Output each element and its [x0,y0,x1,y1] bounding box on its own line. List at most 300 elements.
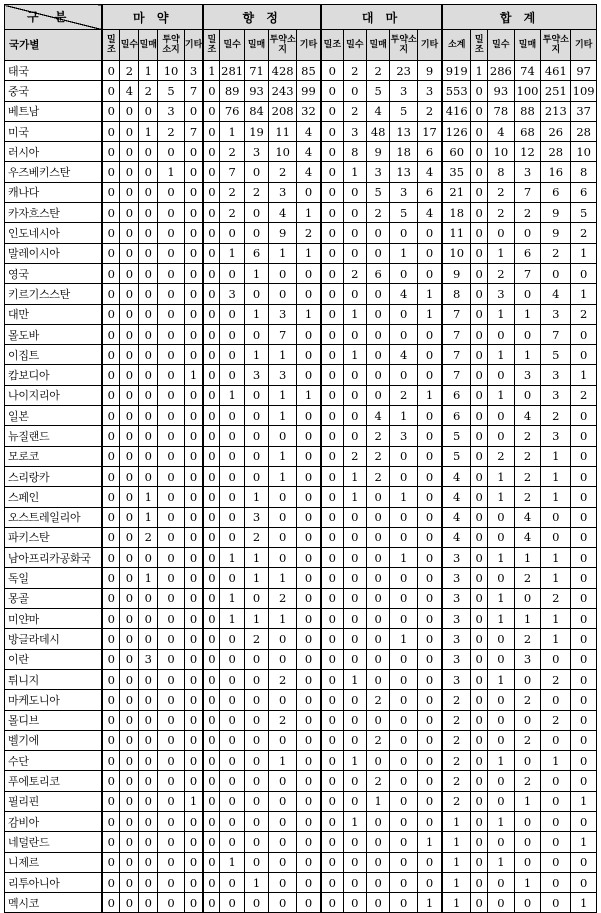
value-cell: 1 [418,385,442,405]
value-cell: 0 [343,223,366,243]
value-cell: 0 [120,751,139,771]
value-cell: 208 [269,101,297,121]
group-header-psychotropics: 향 정 [203,5,321,30]
value-cell: 0 [203,263,220,283]
value-cell: 0 [203,446,220,466]
value-cell: 2 [367,690,390,710]
value-cell: 1 [220,243,244,263]
value-cell: 0 [102,406,120,426]
value-cell: 8 [343,142,366,162]
value-cell: 0 [102,466,120,486]
value-cell: 0 [139,142,158,162]
corner-label: 구 분 [27,10,73,24]
value-cell: 0 [120,284,139,304]
value-cell: 0 [220,730,244,750]
value-cell: 1 [488,243,515,263]
value-cell: 1 [244,548,268,568]
value-cell: 0 [203,142,220,162]
value-cell: 0 [418,324,442,344]
value-cell: 3 [269,304,297,324]
value-cell: 7 [269,324,297,344]
value-cell: 0 [244,730,268,750]
value-cell: 2 [269,669,297,689]
value-cell: 0 [541,832,571,852]
value-cell: 0 [139,324,158,344]
value-cell: 7 [442,304,471,324]
value-cell: 3 [488,284,515,304]
value-cell: 0 [158,446,185,466]
value-cell: 0 [120,263,139,283]
drug-offense-by-country-table [4,4,597,913]
value-cell: 0 [158,548,185,568]
value-cell: 2 [514,466,541,486]
value-cell: 0 [488,690,515,710]
value-cell: 2 [571,385,597,405]
subheader: 밀조 [203,30,220,61]
value-cell: 0 [418,852,442,872]
value-cell: 0 [418,751,442,771]
subheader: 밀조 [321,30,343,61]
value-cell: 0 [297,730,321,750]
value-cell: 0 [102,609,120,629]
value-cell: 0 [102,81,120,101]
value-cell: 0 [184,324,203,344]
value-cell: 0 [471,751,488,771]
country-cell: 스페인 [5,487,103,507]
value-cell: 0 [321,365,343,385]
value-cell: 0 [139,791,158,811]
value-cell: 0 [321,203,343,223]
value-cell: 0 [418,507,442,527]
value-cell: 416 [442,101,471,121]
value-cell: 0 [343,690,366,710]
value-cell: 0 [184,872,203,892]
value-cell: 0 [488,710,515,730]
value-cell: 0 [269,649,297,669]
value-cell: 1 [244,568,268,588]
value-cell: 0 [158,142,185,162]
value-cell: 0 [203,710,220,730]
value-cell: 0 [343,426,366,446]
table-row [5,487,597,507]
value-cell: 0 [321,61,343,81]
value-cell: 0 [244,771,268,791]
value-cell: 0 [120,162,139,182]
value-cell: 0 [488,893,515,913]
value-cell: 1 [488,669,515,689]
value-cell: 0 [158,304,185,324]
value-cell: 0 [488,223,515,243]
value-cell: 0 [390,710,418,730]
table-row [5,446,597,466]
value-cell: 0 [321,81,343,101]
value-cell: 1 [390,548,418,568]
value-cell: 85 [297,61,321,81]
value-cell: 0 [139,385,158,405]
value-cell: 9 [442,263,471,283]
value-cell: 0 [120,406,139,426]
value-cell: 0 [390,730,418,750]
value-cell: 0 [471,710,488,730]
value-cell: 0 [471,263,488,283]
value-cell: 0 [203,507,220,527]
value-cell: 0 [471,548,488,568]
value-cell: 3 [514,162,541,182]
table-row [5,406,597,426]
value-cell: 0 [514,893,541,913]
value-cell: 1 [244,487,268,507]
value-cell: 0 [541,263,571,283]
value-cell: 1 [541,751,571,771]
value-cell: 93 [488,81,515,101]
value-cell: 3 [541,426,571,446]
value-cell: 0 [571,527,597,547]
value-cell: 0 [571,730,597,750]
value-cell: 281 [220,61,244,81]
value-cell: 2 [514,730,541,750]
country-cell: 필리핀 [5,791,103,811]
value-cell: 0 [321,548,343,568]
value-cell: 0 [139,284,158,304]
value-cell: 0 [297,811,321,831]
value-cell: 0 [184,893,203,913]
value-cell: 2 [514,568,541,588]
value-cell: 0 [102,548,120,568]
value-cell: 243 [269,81,297,101]
value-cell: 0 [471,791,488,811]
table-row [5,426,597,446]
table-body [5,61,597,913]
value-cell: 2 [442,771,471,791]
value-cell: 0 [269,527,297,547]
value-cell: 0 [120,101,139,121]
value-cell: 2 [244,182,268,202]
value-cell: 0 [488,365,515,385]
value-cell: 0 [367,588,390,608]
value-cell: 0 [321,182,343,202]
value-cell: 1 [571,284,597,304]
value-cell: 0 [367,872,390,892]
value-cell: 0 [321,568,343,588]
value-cell: 0 [390,568,418,588]
value-cell: 0 [102,690,120,710]
value-cell: 1 [514,791,541,811]
value-cell: 9 [269,223,297,243]
table-row [5,203,597,223]
table-row [5,263,597,283]
value-cell: 0 [158,243,185,263]
value-cell: 0 [471,690,488,710]
value-cell: 0 [571,507,597,527]
value-cell: 0 [139,365,158,385]
value-cell: 0 [102,588,120,608]
value-cell: 1 [184,365,203,385]
value-cell: 0 [571,263,597,283]
country-cell: 몽골 [5,588,103,608]
value-cell: 0 [471,487,488,507]
group-header-total: 합 계 [442,5,596,30]
value-cell: 0 [514,669,541,689]
value-cell: 1 [514,548,541,568]
value-cell: 7 [514,182,541,202]
value-cell: 0 [244,324,268,344]
table-row [5,669,597,689]
value-cell: 0 [120,527,139,547]
table-row [5,609,597,629]
value-cell: 2 [269,162,297,182]
value-cell: 3 [442,629,471,649]
value-cell: 1 [488,304,515,324]
value-cell: 0 [158,203,185,223]
country-cell: 마케도니아 [5,690,103,710]
value-cell: 0 [184,487,203,507]
value-cell: 1 [297,385,321,405]
value-cell: 0 [390,771,418,791]
value-cell: 0 [120,324,139,344]
value-cell: 3 [514,649,541,669]
value-cell: 0 [102,121,120,141]
table-row [5,771,597,791]
value-cell: 0 [139,771,158,791]
value-cell: 13 [390,162,418,182]
country-cell: 인도네시아 [5,223,103,243]
value-cell: 2 [418,101,442,121]
value-cell: 0 [158,669,185,689]
value-cell: 0 [471,872,488,892]
value-cell: 0 [471,142,488,162]
table-row [5,649,597,669]
country-cell: 미얀마 [5,609,103,629]
value-cell: 0 [321,588,343,608]
value-cell: 1 [184,791,203,811]
value-cell: 0 [158,507,185,527]
value-cell: 0 [488,324,515,344]
value-cell: 1 [269,406,297,426]
value-cell: 1 [343,811,366,831]
value-cell: 2 [390,385,418,405]
value-cell: 0 [244,669,268,689]
value-cell: 3 [442,548,471,568]
value-cell: 4 [367,101,390,121]
value-cell: 0 [244,811,268,831]
value-cell: 1 [471,61,488,81]
value-cell: 0 [203,304,220,324]
value-cell: 0 [269,263,297,283]
value-cell: 0 [321,527,343,547]
value-cell: 1 [244,345,268,365]
value-cell: 2 [488,446,515,466]
value-cell: 0 [321,893,343,913]
value-cell: 0 [343,893,366,913]
value-cell: 0 [418,649,442,669]
value-cell: 0 [343,588,366,608]
table-row [5,223,597,243]
value-cell: 0 [120,203,139,223]
value-cell: 0 [102,872,120,892]
value-cell: 0 [120,629,139,649]
table-row [5,832,597,852]
country-cell: 캐나다 [5,182,103,202]
value-cell: 0 [120,426,139,446]
value-cell: 0 [390,609,418,629]
value-cell: 7 [184,81,203,101]
value-cell: 0 [203,243,220,263]
value-cell: 0 [220,832,244,852]
value-cell: 3 [418,81,442,101]
value-cell: 0 [471,121,488,141]
value-cell: 0 [244,791,268,811]
value-cell: 0 [571,629,597,649]
table-row [5,304,597,324]
value-cell: 2 [343,446,366,466]
value-cell: 0 [367,365,390,385]
value-cell: 0 [321,669,343,689]
country-cell: 리투아니아 [5,872,103,892]
value-cell: 0 [102,182,120,202]
value-cell: 0 [120,872,139,892]
value-cell: 0 [488,730,515,750]
value-cell: 1 [418,284,442,304]
value-cell: 0 [220,406,244,426]
value-cell: 8 [488,162,515,182]
value-cell: 2 [488,182,515,202]
value-cell: 0 [541,649,571,669]
value-cell: 0 [102,203,120,223]
value-cell: 71 [244,61,268,81]
table-row [5,121,597,141]
value-cell: 3 [158,101,185,121]
value-cell: 1 [220,609,244,629]
value-cell: 0 [184,507,203,527]
value-cell: 0 [321,852,343,872]
value-cell: 0 [120,609,139,629]
value-cell: 4 [418,162,442,182]
table-row [5,284,597,304]
value-cell: 3 [244,365,268,385]
value-cell: 3 [442,568,471,588]
value-cell: 0 [343,710,366,730]
value-cell: 0 [184,710,203,730]
value-cell: 1 [139,487,158,507]
value-cell: 0 [571,751,597,771]
value-cell: 0 [488,649,515,669]
subheader: 밀수 [488,30,515,61]
value-cell: 3 [343,121,366,141]
value-cell: 553 [442,81,471,101]
value-cell: 3 [390,426,418,446]
value-cell: 0 [471,609,488,629]
value-cell: 0 [297,771,321,791]
value-cell: 0 [297,324,321,344]
value-cell: 0 [321,771,343,791]
value-cell: 0 [184,243,203,263]
value-cell: 0 [139,852,158,872]
value-cell: 0 [158,223,185,243]
value-cell: 0 [102,649,120,669]
value-cell: 2 [541,243,571,263]
value-cell: 1 [541,548,571,568]
value-cell: 0 [390,649,418,669]
value-cell: 0 [120,710,139,730]
value-cell: 2 [514,203,541,223]
value-cell: 2 [571,223,597,243]
value-cell: 0 [269,426,297,446]
value-cell: 48 [367,121,390,141]
value-cell: 0 [269,629,297,649]
value-cell: 0 [102,527,120,547]
value-cell: 0 [297,568,321,588]
value-cell: 0 [203,771,220,791]
value-cell: 6 [244,243,268,263]
value-cell: 0 [269,771,297,791]
value-cell: 1 [488,811,515,831]
value-cell: 76 [220,101,244,121]
value-cell: 0 [158,791,185,811]
value-cell: 0 [367,487,390,507]
value-cell: 2 [269,588,297,608]
value-cell: 4 [297,162,321,182]
value-cell: 1 [220,852,244,872]
value-cell: 5 [390,203,418,223]
value-cell: 78 [488,101,515,121]
value-cell: 3 [442,609,471,629]
value-cell: 0 [418,811,442,831]
value-cell: 0 [321,142,343,162]
value-cell: 6 [541,182,571,202]
value-cell: 10 [488,142,515,162]
value-cell: 0 [139,872,158,892]
value-cell: 0 [367,751,390,771]
value-cell: 0 [571,710,597,730]
country-cell: 멕시코 [5,893,103,913]
value-cell: 0 [343,872,366,892]
value-cell: 0 [269,730,297,750]
value-cell: 0 [184,751,203,771]
value-cell: 2 [220,182,244,202]
value-cell: 0 [158,872,185,892]
subheader: 소계 [442,30,471,61]
value-cell: 0 [418,669,442,689]
country-cell: 태국 [5,61,103,81]
value-cell: 0 [343,182,366,202]
value-cell: 1 [541,466,571,486]
value-cell: 0 [184,203,203,223]
country-cell: 푸에토리코 [5,771,103,791]
value-cell: 2 [514,629,541,649]
country-cell: 대만 [5,304,103,324]
value-cell: 68 [514,121,541,141]
value-cell: 2 [442,791,471,811]
value-cell: 0 [571,811,597,831]
value-cell: 0 [418,365,442,385]
value-cell: 0 [514,284,541,304]
value-cell: 0 [220,669,244,689]
value-cell: 0 [139,426,158,446]
value-cell: 0 [203,649,220,669]
value-cell: 1 [541,487,571,507]
value-cell: 0 [571,446,597,466]
country-cell: 니제르 [5,852,103,872]
value-cell: 4 [297,142,321,162]
value-cell: 0 [418,243,442,263]
value-cell: 0 [343,548,366,568]
value-cell: 0 [120,345,139,365]
value-cell: 0 [297,588,321,608]
table-row [5,872,597,892]
value-cell: 0 [418,609,442,629]
value-cell: 0 [158,345,185,365]
value-cell: 0 [418,548,442,568]
